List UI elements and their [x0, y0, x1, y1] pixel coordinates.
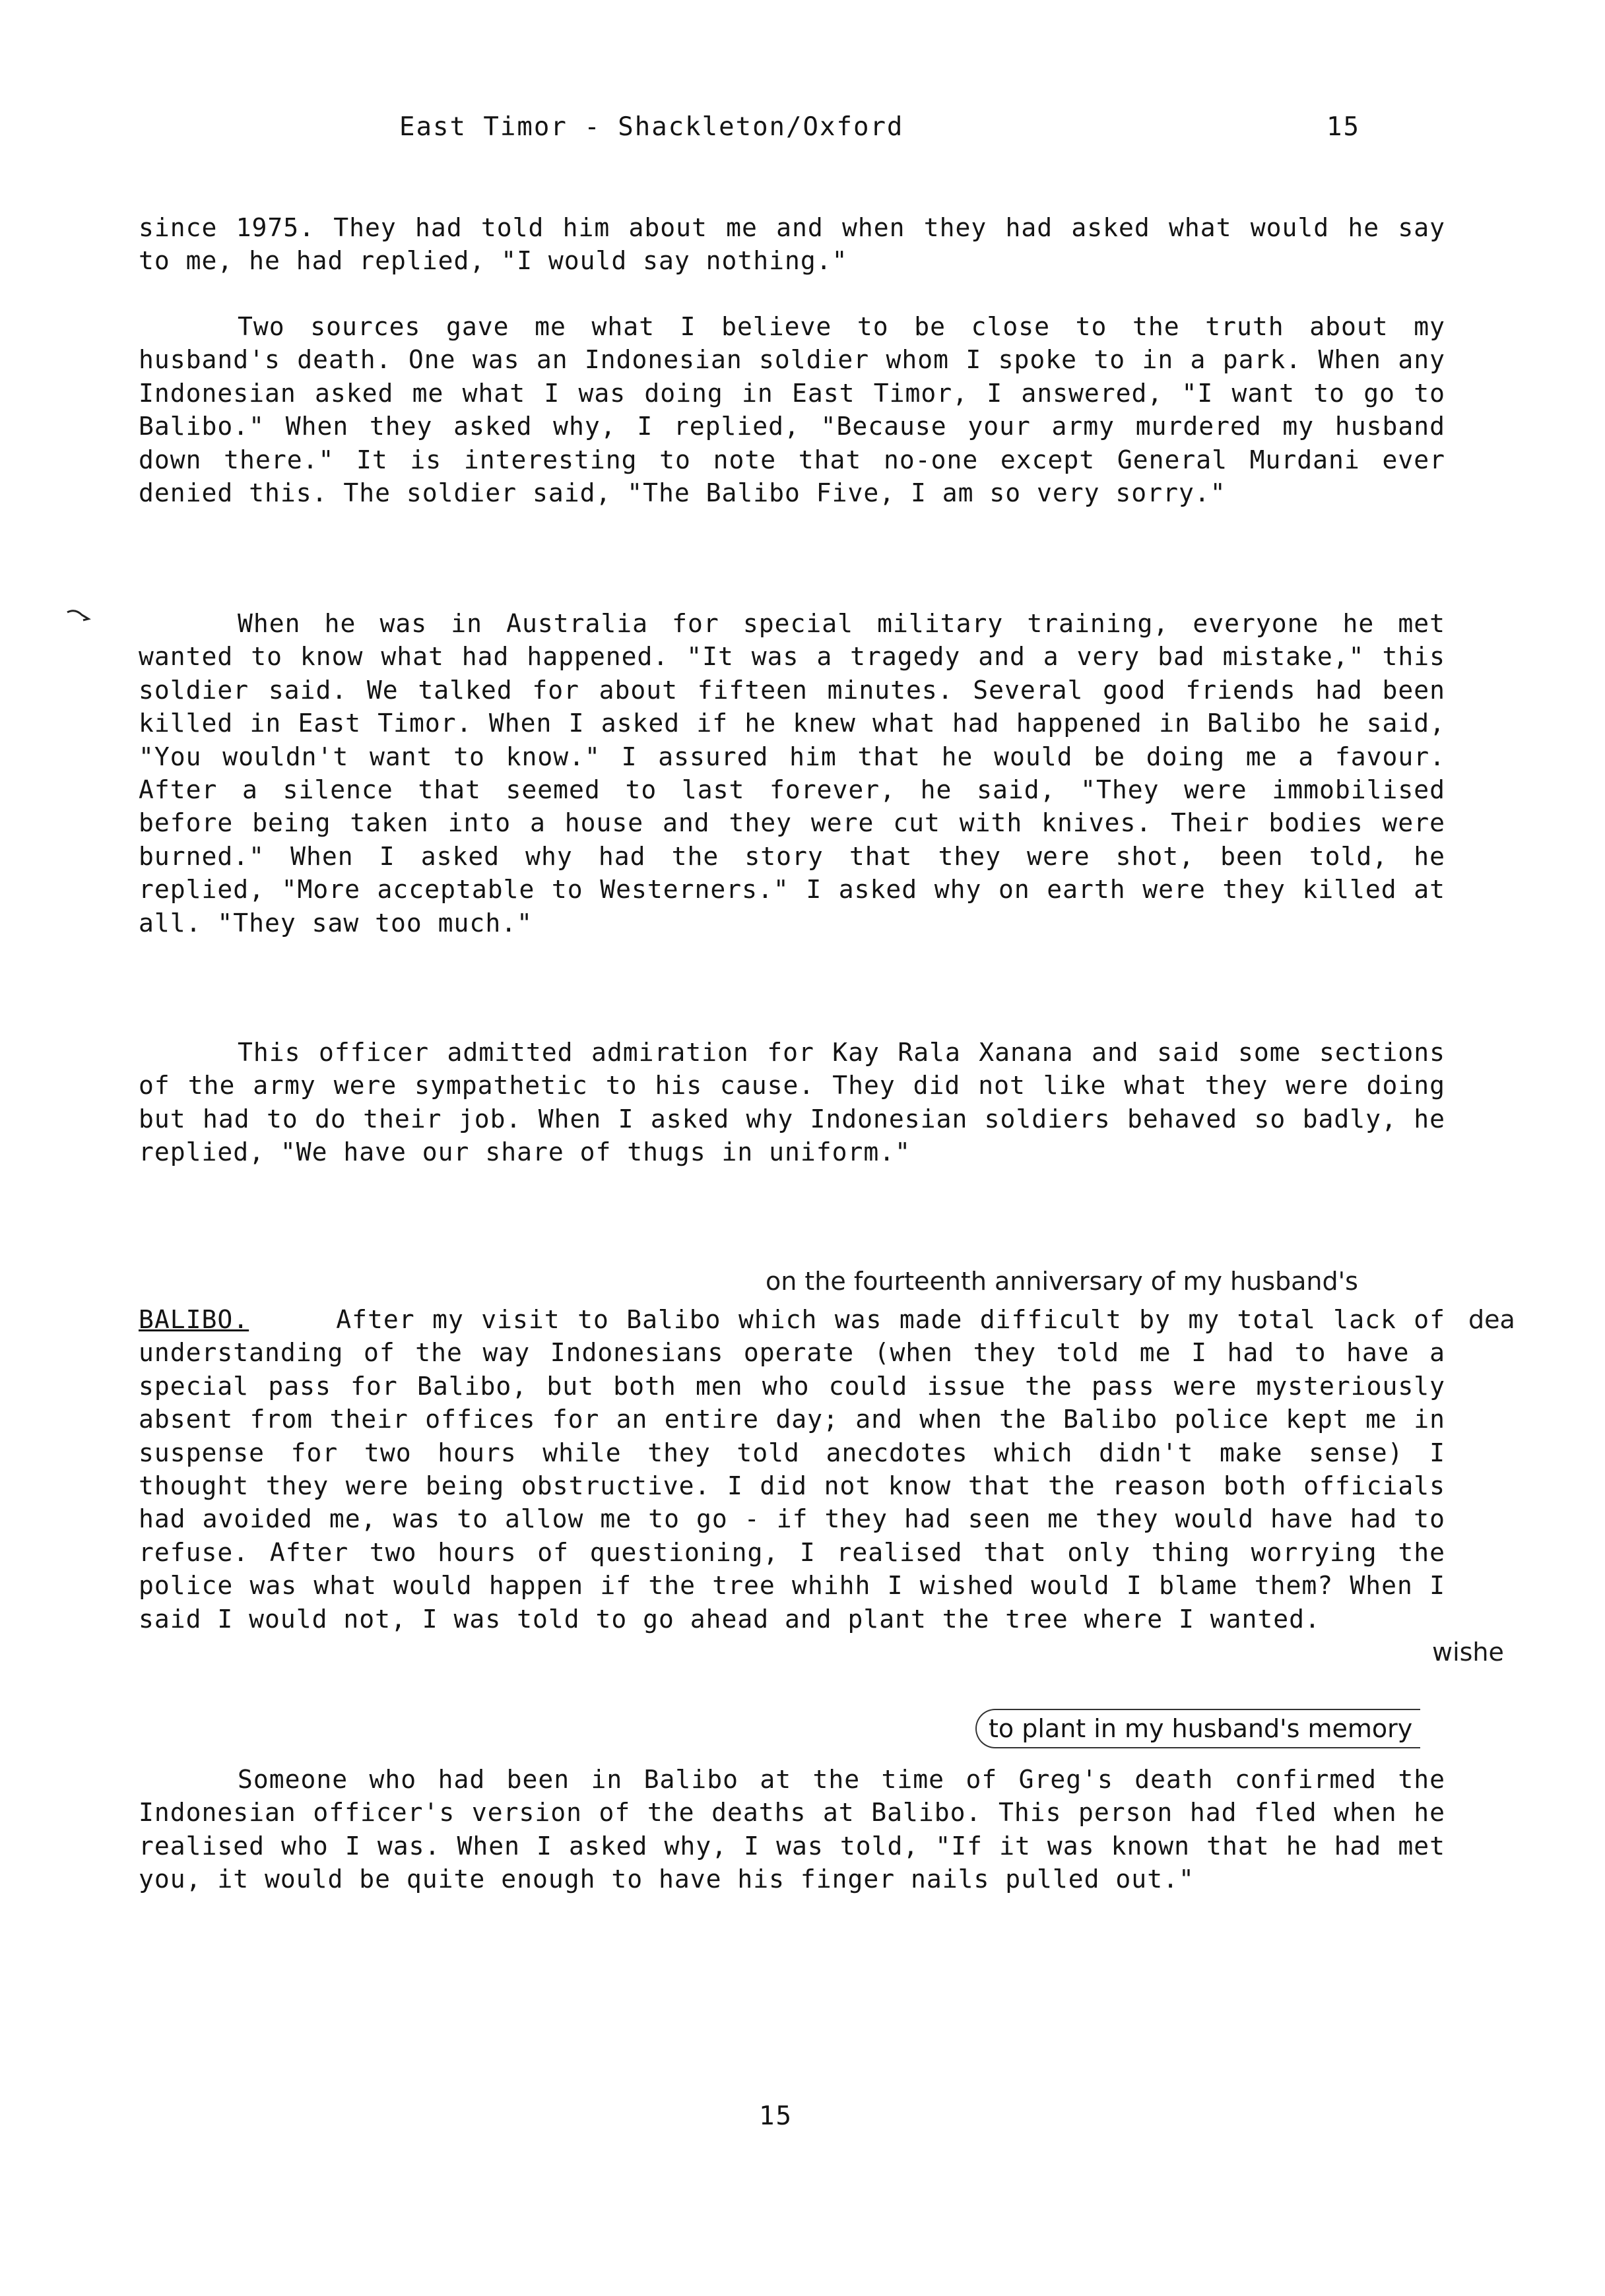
- balibo-heading: BALIBO.: [139, 1305, 249, 1334]
- balibo-paragraph: [139, 1303, 1445, 1636]
- margin-word-dea: dea: [1468, 1305, 1515, 1334]
- paragraph-last: Someone who had been in Balibo at the time of Greg's death confirmed the Indonesian officer's version of the deaths at Balibo. This person had fled when he realised who I was. When I asked why, I was told, "If it was known that he had met you, it would be quite enough to have his finger nails pulled out.": [139, 1765, 1445, 1894]
- running-header-page-number: 15: [1327, 112, 1360, 142]
- balibo-paragraph-text: After my visit to Balibo which was made difficult by my total lack of understanding of the way Indonesians operate (when they told me I had to have a special pass for Balibo, but both men who could issue the pass were mysteriously absent from their offices for an entire day; and when the Balibo police kept me in suspense for two hours while they told anecdotes which didn't make sense) I thought they were being obstructive. I did not know that the reason both officials had avoided me, was to allow me to go - if they had seen me they would have had to refuse. After two hours of questioning, I realised that only thing worrying the police was what would happen if the tree whihh I wished would I blame them? When I said I would not, I was told to go ahead and plant the tree where I wanted.: [139, 1305, 1446, 1634]
- margin-word-wishe: wishe: [1432, 1638, 1504, 1667]
- paragraph-2: Two sources gave me what I believe to be close to the truth about my husband's death. One was an Indonesian soldier whom I spoke to in a park. When any Indonesian asked me what I was doing in East Timor, I answered, "I want to go to Balibo." When they asked why, I replied, "Because your army murdered my husband down there." It is interesting to note that no-one except General Murdani ever denied this. The soldier said, "The Balibo Five, I am so very sorry.": [139, 312, 1445, 508]
- running-header-title: East Timor - Shackleton/Oxford: [399, 112, 904, 142]
- handwritten-insert: on the fourteenth anniversary of my husband's: [766, 1267, 1358, 1296]
- annotation-box: to plant in my husband's memory: [975, 1709, 1420, 1748]
- footer-page-number: 15: [759, 2101, 793, 2131]
- paragraph-4: This officer admitted admiration for Kay Rala Xanana and said some sections of the army were sympathetic to his cause. They did not like what they were doing but had to do their job. When I asked why Indonesian soldiers behaved so badly, he replied, "We have our share of thugs in uniform.": [139, 1038, 1445, 1167]
- margin-tick-mark: [66, 607, 99, 627]
- paragraph-3: When he was in Australia for special military training, everyone he met wanted to know what had happened. "It was a tragedy and a very bad mistake," this soldier said. We talked for about fifteen minutes. Several good friends had been killed in East Timor. When I asked if he knew what had happened in Balibo he said, "You wouldn't want to know." I assured him that he would be doing me a favour. After a silence that seemed to last forever, he said, "They were immobilised before being taken into a house and they were cut with knives. Their bodies were burned." When I asked why had the story that they were shot, been told, he replied, "More acceptable to Westerners." I asked why on earth were they killed at all. "They saw too much.": [139, 609, 1445, 938]
- paragraph-1: since 1975. They had told him about me and when they had asked what would he say to me, he had replied, "I would say nothing.": [139, 213, 1445, 276]
